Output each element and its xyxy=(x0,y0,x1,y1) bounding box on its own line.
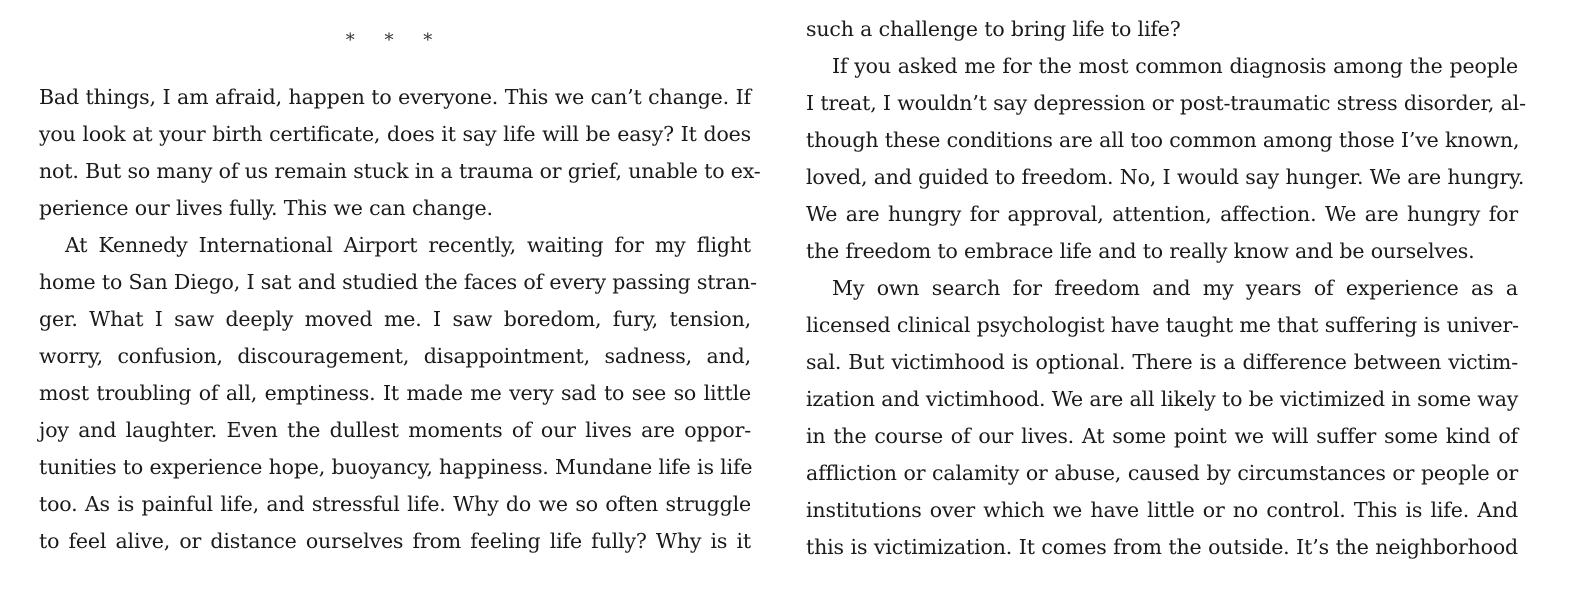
text-line: such a challenge to bring life to life? xyxy=(806,17,1181,41)
text-line: My own search for freedom and my years of experience as a xyxy=(832,276,1518,300)
text-line: Bad things, I am afraid, happen to everyone. This we can’t change. If xyxy=(39,85,751,109)
text-line: too. As is painful life, and stressful life. Why do we so often struggle xyxy=(39,492,751,516)
text-line: you look at your birth certificate, does it say life will be easy? It does xyxy=(39,122,751,146)
text-line: ization and victimhood. We are all likely to be victimized in some way xyxy=(806,387,1519,411)
text-line: the freedom to embrace life and to really know and be ourselves. xyxy=(806,239,1475,263)
text-line: sal. But victimhood is optional. There is a difference between victim- xyxy=(806,350,1518,374)
text-line: ger. What I saw deeply moved me. I saw boredom, fury, tension, xyxy=(39,307,751,331)
right-page xyxy=(806,0,1526,598)
text-line: home to San Diego, I sat and studied the faces of every passing stran- xyxy=(39,270,757,294)
text-line: I treat, I wouldn’t say depression or post-traumatic stress disorder, al- xyxy=(806,91,1526,115)
text-line: though these conditions are all too common among those I’ve known, xyxy=(806,128,1520,152)
text-line: institutions over which we have little or no control. This is life. And xyxy=(806,498,1518,522)
text-line: loved, and guided to freedom. No, I would say hunger. We are hungry. xyxy=(806,165,1525,189)
text-line: this is victimization. It comes from the outside. It’s the neighborhood xyxy=(806,535,1518,559)
text-line: We are hungry for approval, attention, affection. We are hungry for xyxy=(806,202,1518,226)
text-line: affliction or calamity or abuse, caused by circumstances or people or xyxy=(806,461,1518,485)
text-line: At Kennedy International Airport recently, waiting for my flight xyxy=(65,233,751,257)
text-line: licensed clinical psychologist have taught me that suffering is univer- xyxy=(806,313,1519,337)
text-line: joy and laughter. Even the dullest moments of our lives are oppor- xyxy=(39,418,751,442)
text-line: worry, confusion, discouragement, disappointment, sadness, and, xyxy=(39,344,751,368)
left-page xyxy=(39,0,761,598)
text-line: If you asked me for the most common diagnosis among the people xyxy=(832,54,1518,78)
text-line: perience our lives fully. This we can change. xyxy=(39,196,493,220)
section-break-ornament: * * * xyxy=(345,30,445,51)
text-line: most troubling of all, emptiness. It made me very sad to see so little xyxy=(39,381,751,405)
text-line: in the course of our lives. At some point we will suffer some kind of xyxy=(806,424,1518,448)
text-line: tunities to experience hope, buoyancy, happiness. Mundane life is life xyxy=(39,455,753,479)
text-line: not. But so many of us remain stuck in a trauma or grief, unable to ex- xyxy=(39,159,761,183)
text-line: to feel alive, or distance ourselves from feeling life fully? Why is it xyxy=(39,529,751,553)
